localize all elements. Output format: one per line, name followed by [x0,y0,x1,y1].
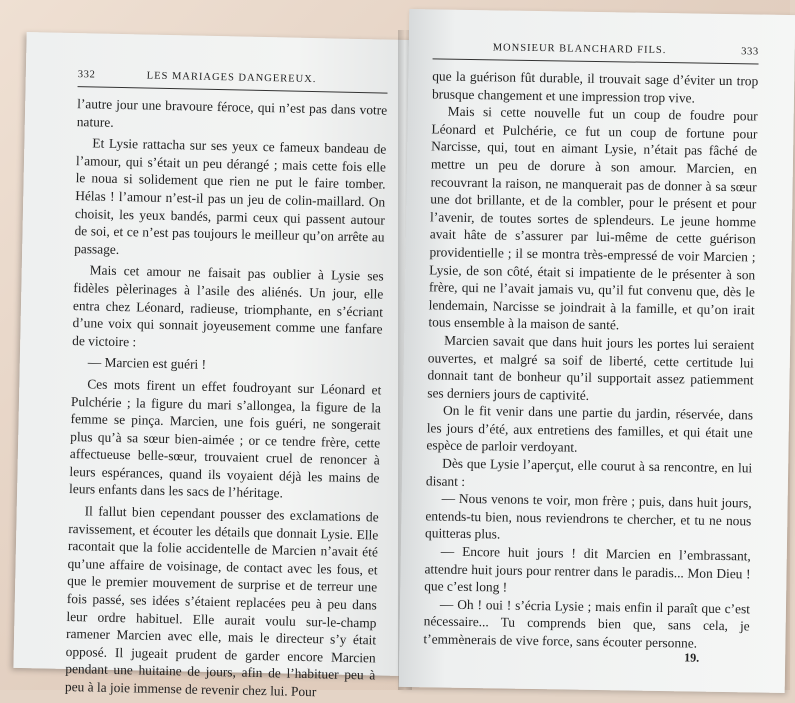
left-page [13,32,414,700]
right-paragraph-3: Marcien savait que dans huit jours les portes lui seraient ouvertes, et malgré sa soif de liberté, cette certitude lui donnait tant de bonheur qu’il supportait assez patiemment ses derniers jours de captivité. [427,332,755,403]
right-page-header [433,41,759,64]
left-paragraph-6: Il fallut bien cependant pousser des exclamations de ravissement, et écouter les détails que donnait Lysie. Elle racontait que la folie accidentelle de Marcien n’avait été qu’une affaire de voisinage, de contact avec les fous, et que le premier mouvement de surprise et de terreur une fois passé, ses idées s’étaient replacées peu à peu dans leur ordre habituel. Elle aurait voulu sur-le-champ ramener Marcien avec elle, mais le directeur s’y était opposé. Il jugeait prudent de garder encore Marcien pendant une huitaine de jours, afin de l’habituer peu à peu à la joie immense de revenir chez lui. Pour [64,503,379,700]
right-page [399,9,795,693]
right-page-text [423,67,758,653]
left-page-text [65,95,388,702]
left-paragraph-3: Mais cet amour ne faisait pas oublier à Lysie ses fidèles pèlerinages à l’asile des aliénés. Un jour, elle entra chez Léonard, radieuse, triomphante, en s’écriant d’une voix qui sonnait joyeusement comme une fanfare de victoire : [72,262,384,350]
left-paragraph-1: l’autre jour une bravoure féroce, qui n’est pas dans votre nature. [76,96,388,130]
right-paragraph-6: — Nous venons te voir, mon frère ; puis, dans huit jours, entends-tu bien, nous reviendrons te chercher, et tu ne nous quitteras plus. [424,490,752,542]
left-paragraph-5: Ces mots firent un effet foudroyant sur Léonard et Pulchérie ; la figure du mari s’allongea, la figure de la femme se pinça. Marcien, une fois guéri, ne songerait plus qu’à sa sœur bien-aimée ; or ce tendre frère, cette affectueuse belle-sœur, trouvaient cruel de renoncer à leurs espérances, quand ils voyaient déjà les mains de leurs enfants dans les sacs de l’héritage. [68,376,382,501]
right-page-number: 333 [741,46,759,58]
right-paragraph-5: Dès que Lysie l’aperçut, elle courut à sa rencontre, en lui disant : [425,455,753,489]
left-page-number: 332 [77,69,96,81]
left-page-header [78,69,388,93]
left-paragraph-4: — Marcien est guéri ! [87,354,207,373]
right-paragraph-8: — Oh ! oui ! s’écria Lysie ; mais enfin il paraît que c’est nécessaire... Tu comprends bien que, sans cela, je t’emmènerais de vive force, sans écouter personne. [423,596,751,651]
right-paragraph-7: — Encore huit jours ! dit Marcien en l’embrassant, attendre huit jours pour rentrer dans le paradis... Mon Dieu ! que c’est long ! [424,543,751,595]
right-running-head: MONSIEUR BLANCHARD FILS. [492,42,667,57]
signature-mark: 19. [684,650,700,665]
left-paragraph-2: Et Lysie rattacha sur ses yeux ce fameux bandeau de l’amour, qui s’était un peu dérangé ; mais cette fois elle le noua si solidement que rien ne put le faire tomber. Hélas ! l’amour n’est-il pas un jeu de colin-maillard. On choisit, les yeux bandés, parmi ceux qui passent autour de soi, et ce n’est pas toujours le meilleur qu’on arrête au passage. [74,135,387,257]
left-running-head: LES MARIAGES DANGEREUX. [146,70,317,86]
right-paragraph-4: On le fit venir dans une partie du jardin, réservée, dans les jours d’été, aux entretiens des familles, et qui était une espèce de parloir verdoyant. [426,402,754,456]
right-paragraph-1: que la guérison fût durable, il trouvait sage d’éviter un trop brusque changement et une impression trop vive. [431,68,759,106]
right-paragraph-2: Mais si cette nouvelle fut un coup de foudre pour Léonard et Pulchérie, ce fut un coup de fortune pour Narcisse, qui, tout en aimant Lysie, n’était pas fâché de mettre un peu de dorure à son amour. Marcien, en recouvrant la raison, ne manquerait pas de donner à sa sœur une dot brillante, et de la combler, pour le présent et pour l’avenir, de toutes sortes de splendeurs. Le jeune homme avait hâte de s’assurer par lui-même de cette guérison providentielle ; il se montra très-empressé de voir Marcien ; Lysie, de son côté, était si impatiente de le présenter à son frère, qui ne l’avait jamais vu, qu’il fut convenu que, dès le lendemain, Narcisse se joindrait à la famille, et qu’on irait tous ensemble à la maison de santé. [428,103,758,333]
